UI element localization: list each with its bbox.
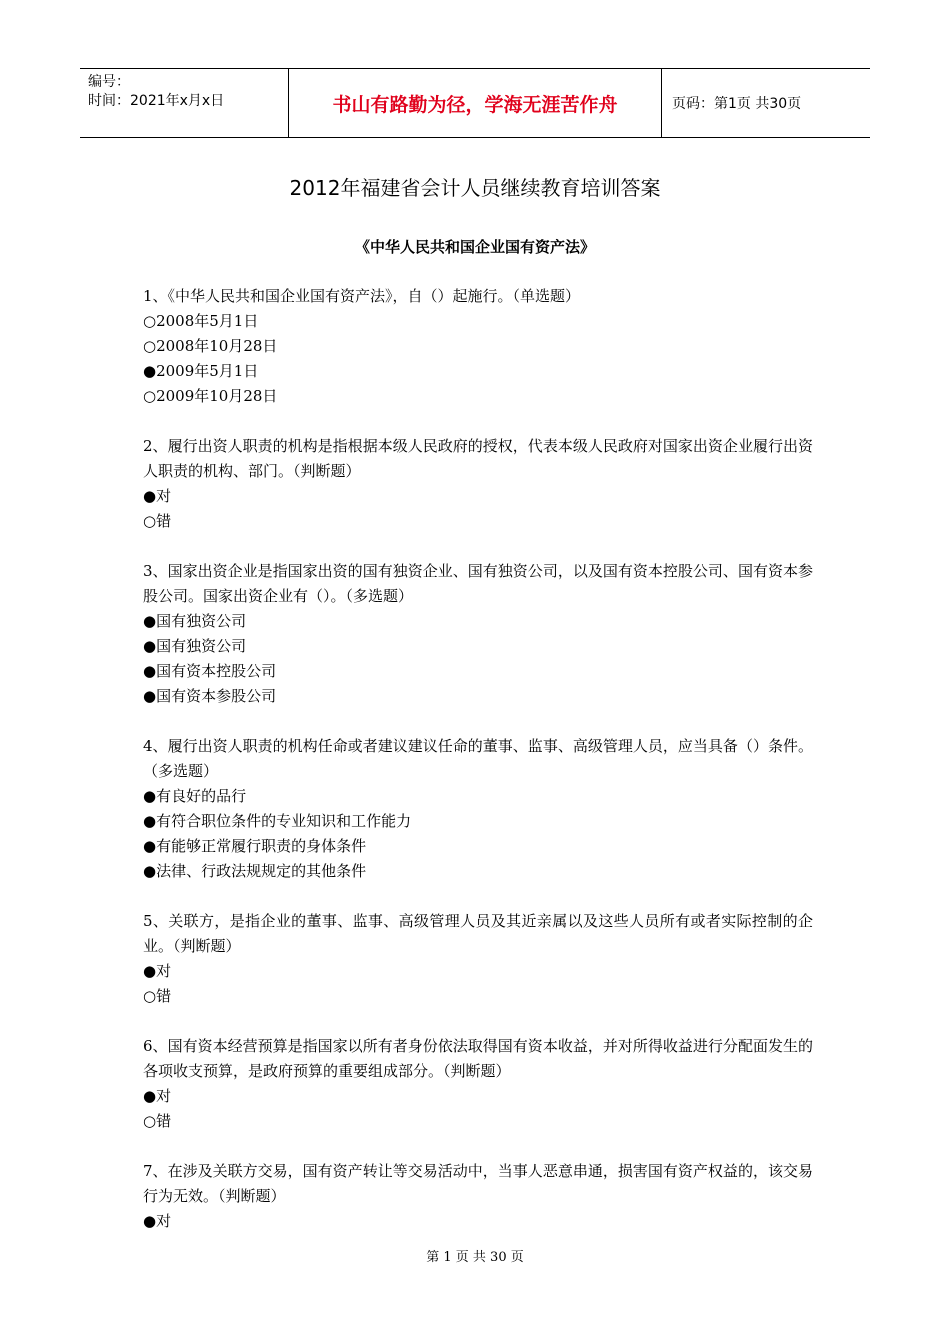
- answer-option: ●国有资本参股公司: [143, 687, 277, 705]
- answer-option: ●法律、行政法规规定的其他条件: [143, 862, 367, 880]
- answer-option: ●国有独资公司: [143, 637, 247, 655]
- answer-option: ○2009年10月28日: [143, 387, 278, 405]
- time-label: 时间：2021年x月x日: [88, 93, 225, 109]
- answer-option: ●对: [143, 487, 172, 505]
- question-3: [143, 559, 813, 709]
- question-text: 4、履行出资人职责的机构任命或者建议建议任命的董事、监事、高级管理人员，应当具备（）条件。（多选题）: [143, 737, 813, 780]
- header-motto: 书山有路勤为径，学海无涯苦作舟: [289, 69, 662, 137]
- question-text: 6、国有资本经营预算是指国家以所有者身份依法取得国有资本收益，并对所得收益进行分配面发生的各项收支预算，是政府预算的重要组成部分。（判断题）: [143, 1037, 813, 1080]
- answer-option: ○错: [143, 1112, 172, 1130]
- answer-option: ●有符合职位条件的专业知识和工作能力: [143, 812, 412, 830]
- answer-option: ●对: [143, 1087, 172, 1105]
- question-6: [143, 1034, 813, 1134]
- answer-option: ○错: [143, 987, 172, 1005]
- answer-option: ○错: [143, 512, 172, 530]
- question-7: [143, 1159, 813, 1234]
- answer-option: ●国有资本控股公司: [143, 662, 277, 680]
- question-5: [143, 909, 813, 1009]
- question-2: [143, 434, 813, 534]
- question-text: 5、关联方，是指企业的董事、监事、高级管理人员及其近亲属以及这些人员所有或者实际控制的企业。（判断题）: [143, 912, 813, 955]
- question-text: 1、《中华人民共和国企业国有资产法》，自（）起施行。（单选题）: [143, 287, 581, 305]
- header-page-info: 页码：第1页 共30页: [672, 96, 802, 112]
- answer-option: ●有良好的品行: [143, 787, 247, 805]
- page-header: [80, 68, 870, 138]
- document-subtitle: 《中华人民共和国企业国有资产法》: [354, 238, 595, 256]
- answer-option: ●对: [143, 962, 172, 980]
- question-text: 7、在涉及关联方交易，国有资产转让等交易活动中，当事人恶意串通，损害国有资产权益的，该交易行为无效。（判断题）: [143, 1162, 813, 1205]
- question-list: [143, 284, 813, 1259]
- page-footer: 第 1 页 共 30 页: [426, 1250, 524, 1265]
- number-label: 编号：: [88, 74, 130, 90]
- answer-option: ○2008年5月1日: [143, 312, 259, 330]
- question-4: [143, 734, 813, 884]
- answer-option: ●国有独资公司: [143, 612, 247, 630]
- document-title: 2012年福建省会计人员继续教育培训答案: [289, 176, 661, 200]
- answer-option: ●2009年5月1日: [143, 362, 259, 380]
- header-meta: [80, 69, 289, 137]
- answer-option: ●对: [143, 1212, 172, 1230]
- question-1: [143, 284, 813, 409]
- answer-option: ●有能够正常履行职责的身体条件: [143, 837, 367, 855]
- question-text: 3、国家出资企业是指国家出资的国有独资企业、国有独资公司，以及国有资本控股公司、国有资本参股公司。国家出资企业有（）。（多选题）: [143, 562, 813, 605]
- answer-option: ○2008年10月28日: [143, 337, 278, 355]
- question-text: 2、履行出资人职责的机构是指根据本级人民政府的授权，代表本级人民政府对国家出资企业履行出资人职责的机构、部门。（判断题）: [143, 437, 813, 480]
